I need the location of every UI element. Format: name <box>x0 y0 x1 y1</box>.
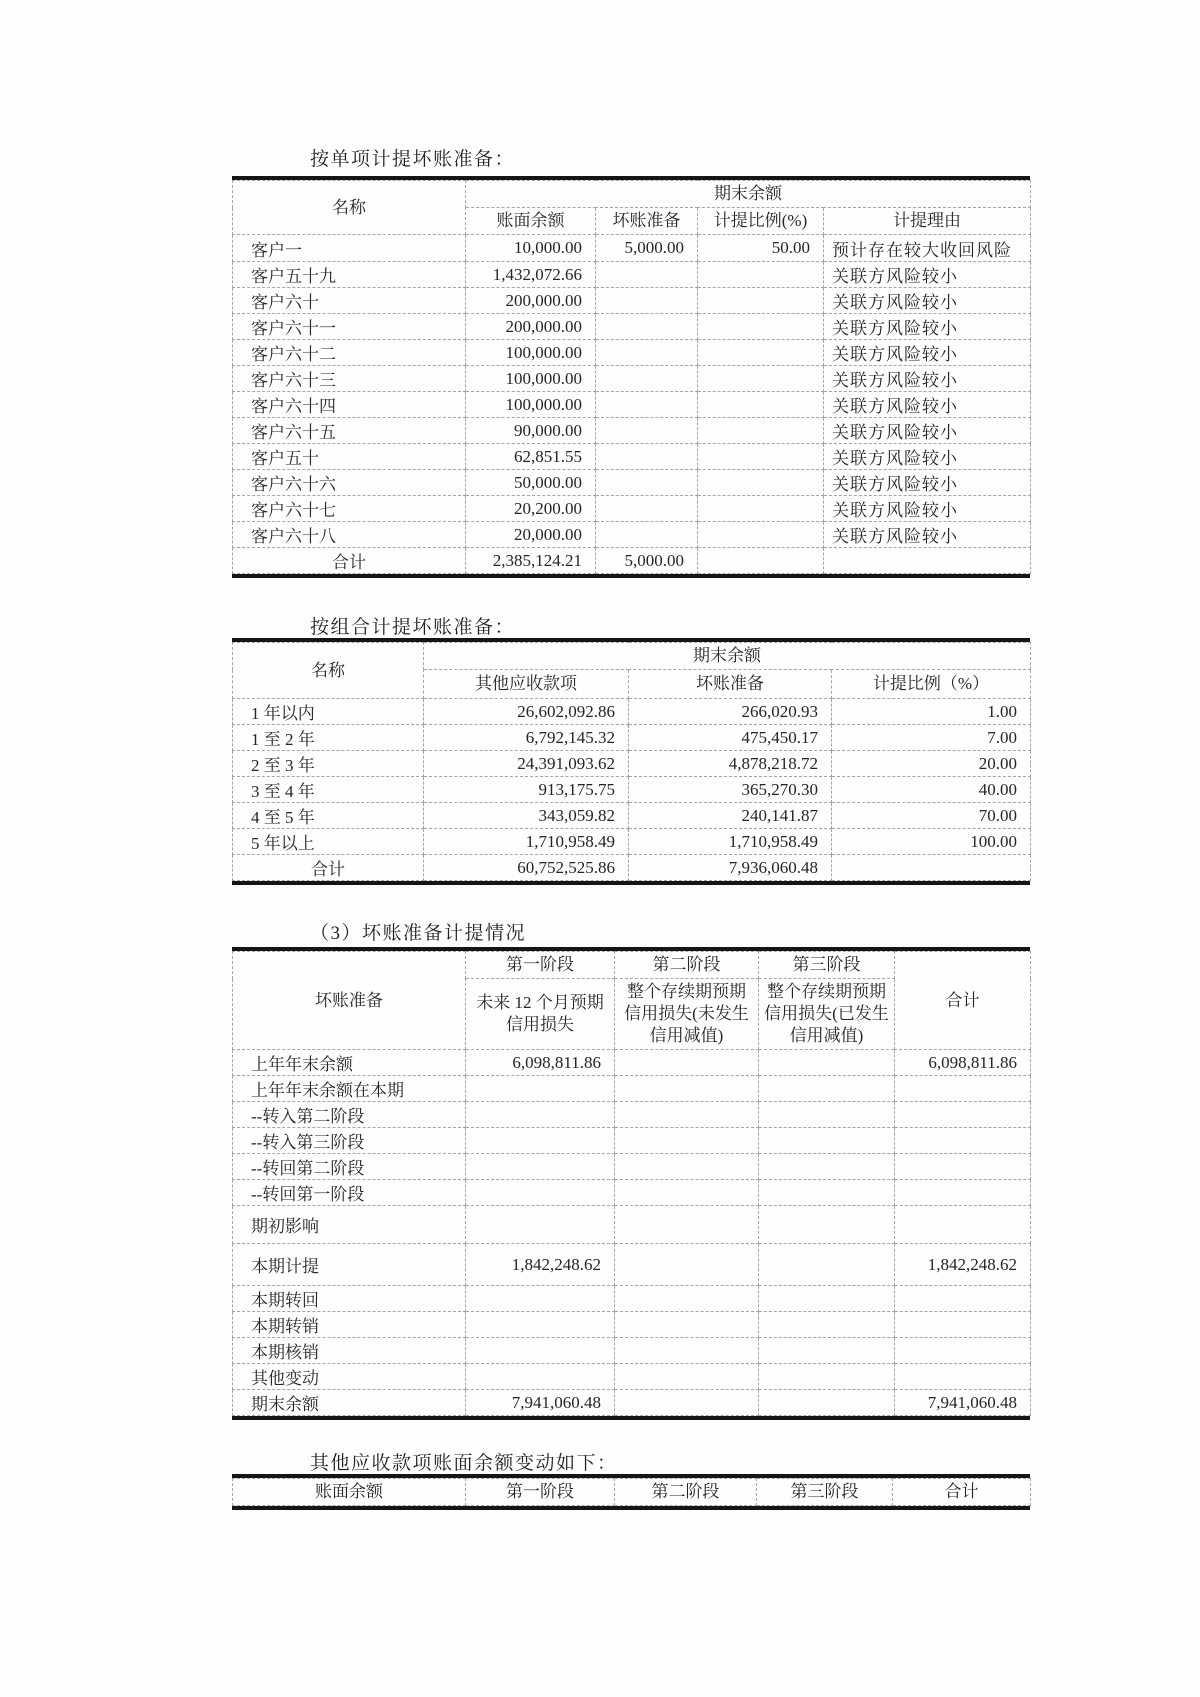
provision-cell: 365,270.30 <box>629 777 832 803</box>
amount-cell: 1,710,958.49 <box>424 829 629 855</box>
table-row <box>233 1076 1031 1102</box>
ratio-cell <box>698 340 824 366</box>
stage3-cell <box>759 1180 895 1206</box>
ratio-cell <box>698 262 824 288</box>
book-balance-cell: 100,000.00 <box>466 392 596 418</box>
col-header-total: 合计 <box>895 952 1031 1050</box>
table-row <box>233 366 1031 392</box>
provision-cell: 4,878,218.72 <box>629 751 832 777</box>
reason-cell: 关联方风险较小 <box>824 496 1031 522</box>
aging-cell: 1 年以内 <box>233 699 424 725</box>
table-row <box>233 340 1031 366</box>
stage1-cell <box>466 1338 615 1364</box>
row-label-cell: 上年年末余额在本期 <box>233 1076 466 1102</box>
reason-cell: 关联方风险较小 <box>824 262 1031 288</box>
ratio-cell: 100.00 <box>832 829 1031 855</box>
provision-cell <box>596 288 698 314</box>
stage1-cell <box>466 1102 615 1128</box>
stage1-cell <box>466 1364 615 1390</box>
provision-cell <box>596 444 698 470</box>
name-cell: 客户六十三 <box>233 366 466 392</box>
name-cell: 客户六十一 <box>233 314 466 340</box>
table-row <box>233 444 1031 470</box>
table-row <box>233 1050 1031 1076</box>
table-row <box>233 1390 1031 1416</box>
row-label-cell: --转回第二阶段 <box>233 1154 466 1180</box>
book-balance-stages-grid <box>232 1478 1031 1506</box>
row-label-cell: --转入第二阶段 <box>233 1102 466 1128</box>
provision-cell: 5,000.00 <box>596 548 698 574</box>
col-header-other-receivables: 其他应收款项 <box>424 670 629 699</box>
total-cell <box>895 1154 1031 1180</box>
stage3-cell <box>759 1206 895 1244</box>
reason-cell <box>824 548 1031 574</box>
stage2-cell <box>615 1206 759 1244</box>
stage2-cell <box>615 1076 759 1102</box>
stage1-cell <box>466 1180 615 1206</box>
col-header-stage1: 第一阶段 <box>466 1479 615 1506</box>
stage3-cell <box>759 1128 895 1154</box>
stage2-cell <box>615 1128 759 1154</box>
provision-cell <box>596 470 698 496</box>
section4-title: 其他应收款项账面余额变动如下： <box>310 1453 618 1474</box>
table-header-row <box>233 181 1031 208</box>
total-cell <box>895 1312 1031 1338</box>
table-row <box>233 1102 1031 1128</box>
name-cell: 客户六十八 <box>233 522 466 548</box>
ratio-cell <box>698 418 824 444</box>
provision-stages-grid <box>232 951 1031 1416</box>
total-cell: 1,842,248.62 <box>895 1244 1031 1286</box>
stage1-cell: 6,098,811.86 <box>466 1050 615 1076</box>
table-header-row <box>233 643 1031 670</box>
name-cell: 客户五十 <box>233 444 466 470</box>
ratio-cell <box>698 288 824 314</box>
stage3-cell <box>759 1102 895 1128</box>
book-balance-cell: 90,000.00 <box>466 418 596 444</box>
table-row <box>233 1154 1031 1180</box>
total-row <box>233 548 1031 574</box>
stage3-cell <box>759 1050 895 1076</box>
col-header-book-balance: 账面余额 <box>233 1479 466 1506</box>
amount-cell: 24,391,093.62 <box>424 751 629 777</box>
name-cell: 客户六十七 <box>233 496 466 522</box>
reason-cell: 关联方风险较小 <box>824 418 1031 444</box>
book-balance-cell: 200,000.00 <box>466 288 596 314</box>
table-row <box>233 418 1031 444</box>
row-label-cell: 本期计提 <box>233 1244 466 1286</box>
stage3-cell <box>759 1312 895 1338</box>
provision-cell <box>596 314 698 340</box>
provision-cell <box>596 392 698 418</box>
name-cell: 客户六十五 <box>233 418 466 444</box>
amount-cell: 26,602,092.86 <box>424 699 629 725</box>
col-header-ending-balance: 期末余额 <box>466 181 1031 208</box>
ratio-cell <box>698 314 824 340</box>
stage2-cell <box>615 1154 759 1180</box>
group-provision-grid <box>232 642 1031 881</box>
provision-stages-table <box>232 947 1030 1420</box>
table-row <box>233 235 1031 262</box>
stage1-cell <box>466 1128 615 1154</box>
stage3-cell <box>759 1286 895 1312</box>
reason-cell: 关联方风险较小 <box>824 470 1031 496</box>
stage1-cell <box>466 1312 615 1338</box>
book-balance-cell: 100,000.00 <box>466 340 596 366</box>
book-balance-cell: 62,851.55 <box>466 444 596 470</box>
table-row <box>233 1206 1031 1244</box>
table-row <box>233 1180 1031 1206</box>
col-header-total: 合计 <box>893 1479 1031 1506</box>
name-cell: 客户五十九 <box>233 262 466 288</box>
reason-cell: 关联方风险较小 <box>824 314 1031 340</box>
reason-cell: 关联方风险较小 <box>824 392 1031 418</box>
row-label-cell: 期初影响 <box>233 1206 466 1244</box>
stage1-cell <box>466 1154 615 1180</box>
stage2-cell <box>615 1180 759 1206</box>
aging-cell: 5 年以上 <box>233 829 424 855</box>
reason-cell: 关联方风险较小 <box>824 340 1031 366</box>
total-cell <box>895 1128 1031 1154</box>
table-row <box>233 1338 1031 1364</box>
reason-cell: 关联方风险较小 <box>824 288 1031 314</box>
stage2-cell <box>615 1102 759 1128</box>
book-balance-cell: 20,200.00 <box>466 496 596 522</box>
ratio-cell: 70.00 <box>832 803 1031 829</box>
provision-cell <box>596 418 698 444</box>
name-cell: 客户六十 <box>233 288 466 314</box>
row-label-cell: 其他变动 <box>233 1364 466 1390</box>
stage3-cell <box>759 1390 895 1416</box>
table-row <box>233 470 1031 496</box>
table-row <box>233 1286 1031 1312</box>
amount-cell: 343,059.82 <box>424 803 629 829</box>
stage2-cell <box>615 1312 759 1338</box>
ratio-cell: 20.00 <box>832 751 1031 777</box>
book-balance-cell: 20,000.00 <box>466 522 596 548</box>
provision-cell <box>596 262 698 288</box>
col-header-provision: 坏账准备 <box>629 670 832 699</box>
provision-cell: 5,000.00 <box>596 235 698 262</box>
stage1-cell: 7,941,060.48 <box>466 1390 615 1416</box>
total-cell: 7,941,060.48 <box>895 1390 1031 1416</box>
stage2-cell <box>615 1364 759 1390</box>
individual-provision-table <box>232 176 1030 578</box>
stage3-cell <box>759 1076 895 1102</box>
row-label-cell: 本期核销 <box>233 1338 466 1364</box>
col-header-stage3-detail: 整个存续期预期信用损失(已发生信用减值) <box>759 979 895 1050</box>
col-header-stage3: 第三阶段 <box>759 952 895 979</box>
reason-cell: 预计存在较大收回风险 <box>824 235 1031 262</box>
total-cell <box>895 1076 1031 1102</box>
table-row <box>233 1364 1031 1390</box>
stage2-cell <box>615 1390 759 1416</box>
book-balance-cell: 200,000.00 <box>466 314 596 340</box>
stage3-cell <box>759 1338 895 1364</box>
ratio-cell <box>698 392 824 418</box>
provision-cell <box>596 522 698 548</box>
ratio-cell <box>698 470 824 496</box>
provision-cell: 240,141.87 <box>629 803 832 829</box>
col-header-stage2: 第二阶段 <box>615 1479 757 1506</box>
book-balance-stages-table <box>232 1474 1030 1510</box>
total-cell <box>895 1338 1031 1364</box>
stage1-cell <box>466 1286 615 1312</box>
total-label-cell: 合计 <box>233 855 424 881</box>
name-cell: 客户六十四 <box>233 392 466 418</box>
ratio-cell <box>698 366 824 392</box>
amount-cell: 6,792,145.32 <box>424 725 629 751</box>
ratio-cell: 50.00 <box>698 235 824 262</box>
col-header-provision: 坏账准备 <box>596 208 698 235</box>
reason-cell: 关联方风险较小 <box>824 444 1031 470</box>
col-header-book-balance: 账面余额 <box>466 208 596 235</box>
table-row <box>233 1312 1031 1338</box>
book-balance-cell: 100,000.00 <box>466 366 596 392</box>
table-header-row <box>233 952 1031 979</box>
table-row <box>233 829 1031 855</box>
provision-cell: 475,450.17 <box>629 725 832 751</box>
col-header-stage3: 第三阶段 <box>757 1479 893 1506</box>
provision-cell <box>596 366 698 392</box>
stage2-cell <box>615 1286 759 1312</box>
section3-title: （3）坏账准备计提情况 <box>310 923 527 944</box>
row-label-cell: --转回第一阶段 <box>233 1180 466 1206</box>
table-row <box>233 262 1031 288</box>
col-header-stage1-detail: 未来 12 个月预期信用损失 <box>466 979 615 1050</box>
name-cell: 客户一 <box>233 235 466 262</box>
col-header-ratio: 计提比例（%） <box>832 670 1031 699</box>
col-header-ratio: 计提比例(%) <box>698 208 824 235</box>
table-row <box>233 699 1031 725</box>
col-header-reason: 计提理由 <box>824 208 1031 235</box>
table-row <box>233 777 1031 803</box>
row-label-cell: 期末余额 <box>233 1390 466 1416</box>
provision-cell <box>596 340 698 366</box>
table-row <box>233 1244 1031 1286</box>
aging-cell: 4 至 5 年 <box>233 803 424 829</box>
col-header-stage2: 第二阶段 <box>615 952 759 979</box>
total-cell <box>895 1102 1031 1128</box>
col-header-ending-balance: 期末余额 <box>424 643 1031 670</box>
provision-cell: 7,936,060.48 <box>629 855 832 881</box>
table-row <box>233 522 1031 548</box>
stage1-cell <box>466 1206 615 1244</box>
group-provision-table <box>232 638 1030 885</box>
total-label-cell: 合计 <box>233 548 466 574</box>
aging-cell: 1 至 2 年 <box>233 725 424 751</box>
book-balance-cell: 10,000.00 <box>466 235 596 262</box>
book-balance-cell: 2,385,124.21 <box>466 548 596 574</box>
reason-cell: 关联方风险较小 <box>824 366 1031 392</box>
col-header-stage1: 第一阶段 <box>466 952 615 979</box>
total-cell <box>895 1364 1031 1390</box>
table-header-row <box>233 1479 1031 1506</box>
stage2-cell <box>615 1338 759 1364</box>
book-balance-cell: 50,000.00 <box>466 470 596 496</box>
ratio-cell <box>698 444 824 470</box>
ratio-cell <box>698 522 824 548</box>
stage3-cell <box>759 1154 895 1180</box>
row-label-cell: 本期转销 <box>233 1312 466 1338</box>
stage2-cell <box>615 1244 759 1286</box>
stage2-cell <box>615 1050 759 1076</box>
aging-cell: 3 至 4 年 <box>233 777 424 803</box>
provision-cell <box>596 496 698 522</box>
amount-cell: 60,752,525.86 <box>424 855 629 881</box>
amount-cell: 913,175.75 <box>424 777 629 803</box>
stage3-cell <box>759 1364 895 1390</box>
ratio-cell <box>698 548 824 574</box>
row-label-cell: 本期转回 <box>233 1286 466 1312</box>
ratio-cell <box>698 496 824 522</box>
col-header-name: 名称 <box>233 643 424 699</box>
aging-cell: 2 至 3 年 <box>233 751 424 777</box>
table-row <box>233 751 1031 777</box>
table-row <box>233 288 1031 314</box>
name-cell: 客户六十六 <box>233 470 466 496</box>
table-row <box>233 392 1031 418</box>
section2-title: 按组合计提坏账准备： <box>310 617 516 638</box>
total-row <box>233 855 1031 881</box>
individual-provision-grid <box>232 180 1031 574</box>
provision-cell: 1,710,958.49 <box>629 829 832 855</box>
table-row <box>233 496 1031 522</box>
table-row <box>233 803 1031 829</box>
total-cell <box>895 1206 1031 1244</box>
total-cell: 6,098,811.86 <box>895 1050 1031 1076</box>
table-row <box>233 725 1031 751</box>
book-balance-cell: 1,432,072.66 <box>466 262 596 288</box>
ratio-cell: 1.00 <box>832 699 1031 725</box>
stage1-cell: 1,842,248.62 <box>466 1244 615 1286</box>
section1-title: 按单项计提坏账准备： <box>310 149 516 170</box>
row-label-cell: --转入第三阶段 <box>233 1128 466 1154</box>
ratio-cell <box>832 855 1031 881</box>
col-header-name: 名称 <box>233 181 466 235</box>
stage3-cell <box>759 1244 895 1286</box>
total-cell <box>895 1180 1031 1206</box>
row-label-cell: 上年年末余额 <box>233 1050 466 1076</box>
stage1-cell <box>466 1076 615 1102</box>
ratio-cell: 7.00 <box>832 725 1031 751</box>
col-header-provision: 坏账准备 <box>233 952 466 1050</box>
name-cell: 客户六十二 <box>233 340 466 366</box>
reason-cell: 关联方风险较小 <box>824 522 1031 548</box>
ratio-cell: 40.00 <box>832 777 1031 803</box>
table-row <box>233 1128 1031 1154</box>
table-row <box>233 314 1031 340</box>
col-header-stage2-detail: 整个存续期预期信用损失(未发生信用减值) <box>615 979 759 1050</box>
provision-cell: 266,020.93 <box>629 699 832 725</box>
total-cell <box>895 1286 1031 1312</box>
